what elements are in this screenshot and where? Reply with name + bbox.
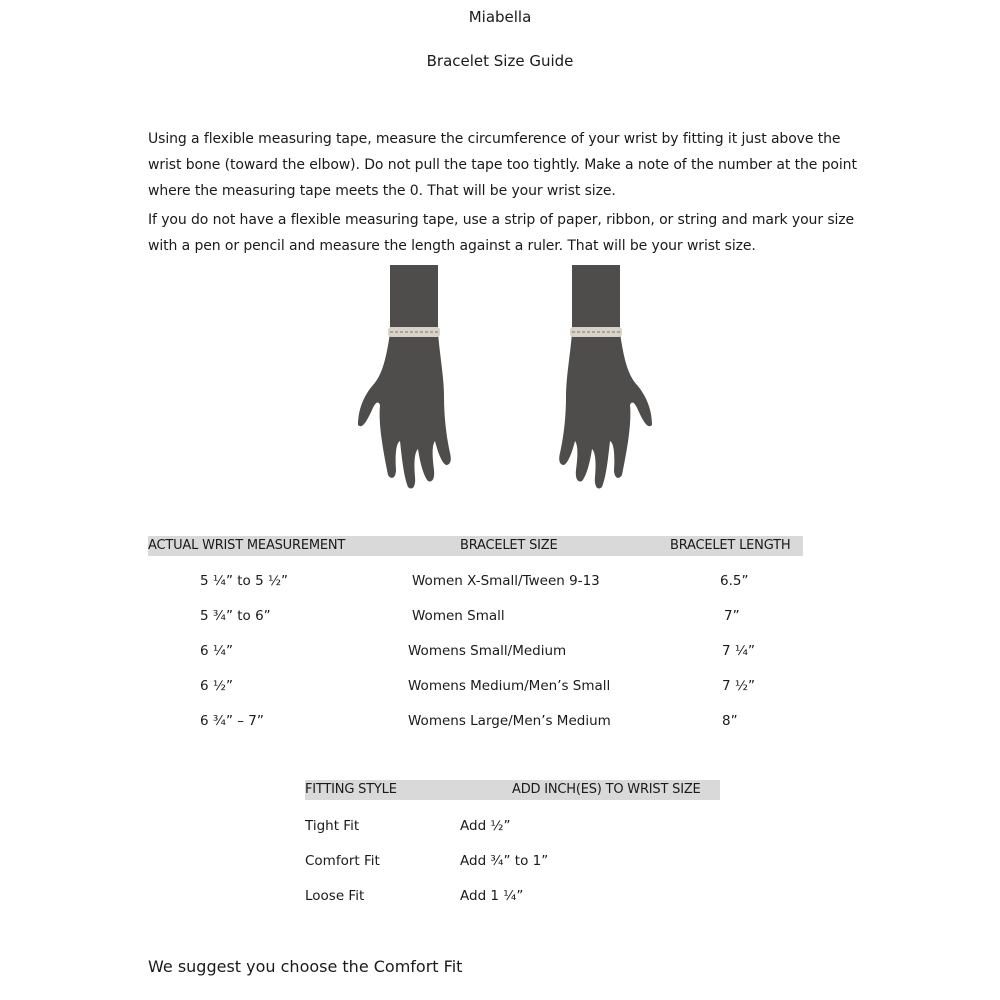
wrist-measurement-cell: 6 ½” [200,678,233,694]
wrist-measurement-cell: 6 ¾” – 7” [200,713,264,729]
page-title: Bracelet Size Guide [426,52,574,70]
bracelet-length-cell: 7 ¼” [722,643,755,659]
left-hand-icon [358,265,451,489]
fit-table-row [0,816,1000,836]
size-table-row [0,606,1000,626]
bracelet-length-cell: 8” [722,713,738,729]
bracelet-length-cell: 7 ½” [722,678,755,694]
size-table-row [0,571,1000,591]
bracelet-size-cell: Women Small [412,608,505,624]
instruction-paragraph-2: If you do not have a flexible measuring tape, use a strip of paper, ribbon, or string and mark your size with a pen or pencil and measure the length against a ruler. That will be your wrist size. [148,212,855,254]
fitting-style-cell: Loose Fit [305,888,365,904]
size-table-row [0,641,1000,661]
left-bracelet-icon [388,327,440,337]
bracelet-size-cell: Womens Large/Men’s Medium [408,713,611,729]
bracelet-size-cell: Women X-Small/Tween 9-13 [412,573,600,589]
wrist-measurement-cell: 5 ¼” to 5 ½” [200,573,289,589]
bracelet-length-cell: 7” [724,608,740,624]
size-table-header [148,536,803,556]
bracelet-length-cell: 6.5” [720,573,749,589]
header-bracelet-size: BRACELET SIZE [460,538,558,553]
header-add-inches: ADD INCH(ES) TO WRIST SIZE [512,782,701,797]
bracelet-size-cell: Womens Medium/Men’s Small [408,678,611,694]
header-bracelet-length: BRACELET LENGTH [670,538,791,553]
instruction-paragraph-1: Using a flexible measuring tape, measure the circumference of your wrist by fitting it just above the wrist bone (toward the elbow). Do not pull the tape too tightly. Make a note of the number at the point where the measuring tape meets the 0. That will be your wrist size. [148,131,857,199]
suggestion-text: We suggest you choose the Comfort Fit [148,957,463,976]
right-bracelet-icon [570,327,622,337]
fitting-style-cell: Tight Fit [305,818,360,834]
brand-name: Miabella [468,8,532,26]
right-hand-icon [559,265,652,489]
size-table-row [0,711,1000,731]
fitting-style-cell: Comfort Fit [305,853,380,869]
wrist-measurement-cell: 6 ¼” [200,643,233,659]
fit-table-header [305,780,720,800]
bracelet-size-cell: Womens Small/Medium [408,643,567,659]
fit-table-row [0,851,1000,871]
add-inches-cell: Add 1 ¼” [460,888,524,904]
header-fitting-style: FITTING STYLE [305,782,397,797]
add-inches-cell: Add ½” [460,818,511,834]
add-inches-cell: Add ¾” to 1” [460,853,549,869]
hands-with-bracelet-illustration [340,265,680,495]
header-wrist-measurement: ACTUAL WRIST MEASUREMENT [148,538,346,553]
fit-table-row [0,886,1000,906]
wrist-measurement-cell: 5 ¾” to 6” [200,608,271,624]
size-table-row [0,676,1000,696]
